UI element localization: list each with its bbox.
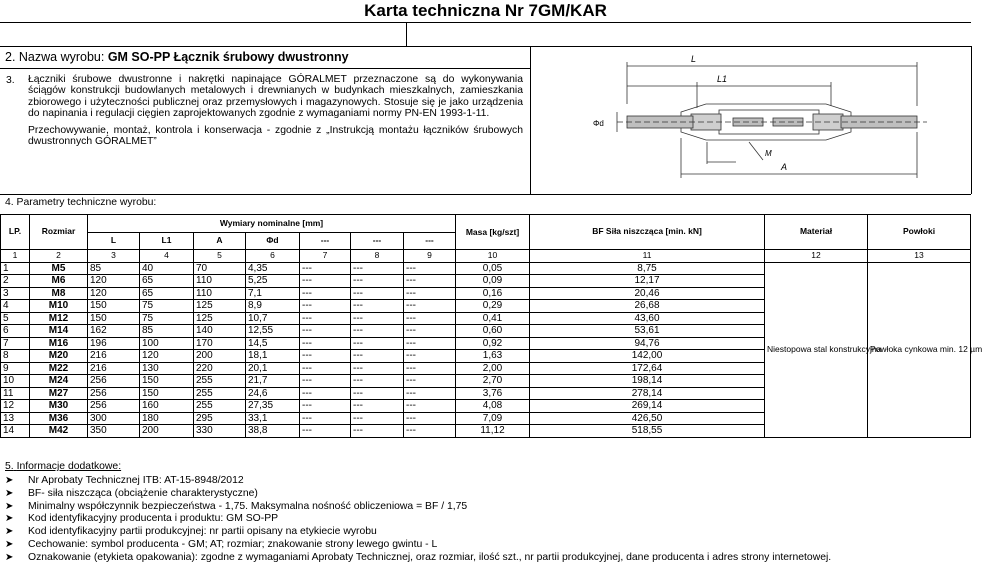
divider xyxy=(0,194,971,195)
list-item-text: Cechowanie: symbol producenta - GM; AT; rozmiar; znakowanie strony lewego gwintu - L xyxy=(28,538,438,550)
turnbuckle-drawing xyxy=(531,46,971,194)
column-number: 9 xyxy=(404,250,456,263)
cell-A: 255 xyxy=(194,375,246,388)
cell-lp: 5 xyxy=(1,312,30,325)
cell-bf: 278,14 xyxy=(530,387,765,400)
cell-d: 12,55 xyxy=(246,325,300,338)
cell-L: 256 xyxy=(88,387,140,400)
cell-bf: 20,46 xyxy=(530,287,765,300)
cell-e3: --- xyxy=(404,425,456,438)
cell-size: M12 xyxy=(30,312,88,325)
cell-L: 120 xyxy=(88,287,140,300)
arrow-bullet-icon: ➤ xyxy=(5,487,14,499)
cell-A: 110 xyxy=(194,287,246,300)
cell-e1: --- xyxy=(300,362,351,375)
cell-L: 162 xyxy=(88,325,140,338)
cell-e1: --- xyxy=(300,275,351,288)
params-section-label: 4. Parametry techniczne wyrobu: xyxy=(5,197,157,208)
column-number: 2 xyxy=(30,250,88,263)
cell-d: 20,1 xyxy=(246,362,300,375)
list-item-text: Minimalny współczynnik bezpieczeństwa - 1,75. Maksymalna nośność obliczeniowa = BF / 1,75 xyxy=(28,500,468,512)
cell-L1: 150 xyxy=(140,375,194,388)
cell-size: M5 xyxy=(30,262,88,275)
cell-lp: 1 xyxy=(1,262,30,275)
cell-L1: 180 xyxy=(140,412,194,425)
cell-bf: 94,76 xyxy=(530,337,765,350)
cell-masa: 1,63 xyxy=(456,350,530,363)
cell-e3: --- xyxy=(404,287,456,300)
cell-L1: 160 xyxy=(140,400,194,413)
cell-L1: 120 xyxy=(140,350,194,363)
cell-e1: --- xyxy=(300,287,351,300)
cell-size: M36 xyxy=(30,412,88,425)
header-dim-col: Φd xyxy=(246,232,300,250)
cell-masa: 0,09 xyxy=(456,275,530,288)
cell-L: 256 xyxy=(88,400,140,413)
cell-lp: 7 xyxy=(1,337,30,350)
column-number: 6 xyxy=(246,250,300,263)
cell-lp: 3 xyxy=(1,287,30,300)
cell-e1: --- xyxy=(300,375,351,388)
divider xyxy=(0,68,530,69)
cell-L1: 200 xyxy=(140,425,194,438)
list-item xyxy=(0,552,831,565)
header-mass: Masa [kg/szt] xyxy=(456,215,530,250)
cell-d: 24,6 xyxy=(246,387,300,400)
cell-d: 10,7 xyxy=(246,312,300,325)
cell-e2: --- xyxy=(351,300,404,313)
header-size: Rozmiar xyxy=(30,215,88,250)
product-name-section xyxy=(5,50,349,64)
cell-e2: --- xyxy=(351,337,404,350)
cell-size: M22 xyxy=(30,362,88,375)
cell-A: 110 xyxy=(194,275,246,288)
cell-e1: --- xyxy=(300,312,351,325)
header-dim-col: --- xyxy=(351,232,404,250)
header-dim-col: --- xyxy=(404,232,456,250)
parameters-table xyxy=(0,214,982,438)
header-coatings: Powłoki xyxy=(868,215,971,250)
cell-d: 7,1 xyxy=(246,287,300,300)
cell-masa: 0,92 xyxy=(456,337,530,350)
cell-masa: 0,60 xyxy=(456,325,530,338)
cell-size: M10 xyxy=(30,300,88,313)
table-row xyxy=(1,262,971,275)
cell-e2: --- xyxy=(351,350,404,363)
cell-e1: --- xyxy=(300,387,351,400)
section3-number: 3. xyxy=(6,75,15,86)
header-material: Materiał xyxy=(765,215,868,250)
cell-L1: 130 xyxy=(140,362,194,375)
section5-number: 5. xyxy=(5,461,14,472)
column-number-row xyxy=(1,250,971,263)
material-cell: Niestopowa stal konstrukcyjna xyxy=(765,262,868,437)
header-lp: LP. xyxy=(1,215,30,250)
list-item xyxy=(0,488,831,501)
header-empty-cell-left xyxy=(0,22,407,47)
cell-e3: --- xyxy=(404,325,456,338)
list-item-text: Kod identyfikacyjny partii produkcyjnej: nr partii opisany na etykiecie wyrobu xyxy=(28,526,377,538)
cell-d: 21,7 xyxy=(246,375,300,388)
additional-info-label: Informacje dodatkowe: xyxy=(16,461,122,472)
list-item xyxy=(0,539,831,552)
cell-e3: --- xyxy=(404,412,456,425)
header-dim-col: L1 xyxy=(140,232,194,250)
column-number: 12 xyxy=(765,250,868,263)
cell-d: 5,25 xyxy=(246,275,300,288)
cell-e3: --- xyxy=(404,337,456,350)
arrow-bullet-icon: ➤ xyxy=(5,513,14,525)
column-number: 8 xyxy=(351,250,404,263)
cell-e2: --- xyxy=(351,287,404,300)
header-bf: BF Siła niszcząca [min. kN] xyxy=(530,215,765,250)
list-item xyxy=(0,526,831,539)
cell-masa: 0,41 xyxy=(456,312,530,325)
cell-masa: 7,09 xyxy=(456,412,530,425)
arrow-bullet-icon: ➤ xyxy=(5,526,14,538)
cell-e3: --- xyxy=(404,375,456,388)
cell-L: 150 xyxy=(88,312,140,325)
cell-lp: 12 xyxy=(1,400,30,413)
cell-lp: 13 xyxy=(1,412,30,425)
cell-lp: 4 xyxy=(1,300,30,313)
cell-bf: 53,61 xyxy=(530,325,765,338)
header-dimensions: Wymiary nominalne [mm] xyxy=(88,215,456,233)
cell-lp: 8 xyxy=(1,350,30,363)
technical-drawing-panel xyxy=(530,46,972,194)
cell-e1: --- xyxy=(300,400,351,413)
cell-bf: 172,64 xyxy=(530,362,765,375)
cell-L: 120 xyxy=(88,275,140,288)
cell-e1: --- xyxy=(300,300,351,313)
cell-bf: 269,14 xyxy=(530,400,765,413)
cell-e1: --- xyxy=(300,412,351,425)
arrow-bullet-icon: ➤ xyxy=(5,500,14,512)
cell-e3: --- xyxy=(404,262,456,275)
cell-e1: --- xyxy=(300,337,351,350)
cell-lp: 10 xyxy=(1,375,30,388)
list-item xyxy=(0,475,831,488)
cell-size: M16 xyxy=(30,337,88,350)
product-name-label: 2. Nazwa wyrobu: xyxy=(5,50,108,64)
cell-bf: 198,14 xyxy=(530,375,765,388)
dim-label-L: L xyxy=(691,54,697,64)
dim-label-A: A xyxy=(781,162,788,172)
cell-size: M30 xyxy=(30,400,88,413)
cell-L1: 100 xyxy=(140,337,194,350)
column-number: 13 xyxy=(868,250,971,263)
cell-A: 255 xyxy=(194,400,246,413)
arrow-bullet-icon: ➤ xyxy=(5,538,14,550)
header-empty-cell-right xyxy=(406,22,971,47)
cell-e3: --- xyxy=(404,387,456,400)
dim-label-M: M xyxy=(765,149,772,158)
cell-masa: 3,76 xyxy=(456,387,530,400)
cell-A: 125 xyxy=(194,300,246,313)
list-item-text: Kod identyfikacyjny producenta i produktu: GM SO-PP xyxy=(28,513,279,525)
cell-masa: 0,05 xyxy=(456,262,530,275)
cell-e2: --- xyxy=(351,375,404,388)
column-number: 10 xyxy=(456,250,530,263)
description-paragraph: Łączniki śrubowe dwustronne i nakrętki napinające GÓRALMET przeznaczone są do wykonywania ściągów konstrukcji budowlanych metalowych i drewnianych w budynkach mieszkalnych, zamieszkania zbiorowego i użyteczności publicznej oraz przemysłowych i magazynowych. Stosuje się je jako urządzenia do napinania i regulacji cięgien zaprojektowanych zgodnie z wymaganiami normy PN-EN 1993-1-11. xyxy=(28,74,523,120)
cell-A: 330 xyxy=(194,425,246,438)
list-item xyxy=(0,513,831,526)
column-number: 5 xyxy=(194,250,246,263)
cell-e2: --- xyxy=(351,312,404,325)
additional-info-list xyxy=(0,475,831,565)
cell-e2: --- xyxy=(351,400,404,413)
column-number: 3 xyxy=(88,250,140,263)
cell-L: 216 xyxy=(88,362,140,375)
cell-L: 350 xyxy=(88,425,140,438)
cell-e3: --- xyxy=(404,350,456,363)
arrow-bullet-icon: ➤ xyxy=(5,551,14,563)
product-name: GM SO-PP Łącznik śrubowy dwustronny xyxy=(107,50,349,64)
cell-e2: --- xyxy=(351,262,404,275)
cell-d: 4,35 xyxy=(246,262,300,275)
cell-e1: --- xyxy=(300,262,351,275)
cell-e3: --- xyxy=(404,362,456,375)
cell-bf: 426,50 xyxy=(530,412,765,425)
cell-e3: --- xyxy=(404,312,456,325)
cell-bf: 26,68 xyxy=(530,300,765,313)
cell-lp: 14 xyxy=(1,425,30,438)
cell-L1: 65 xyxy=(140,275,194,288)
cell-size: M24 xyxy=(30,375,88,388)
column-number: 7 xyxy=(300,250,351,263)
cell-size: M42 xyxy=(30,425,88,438)
cell-d: 27,35 xyxy=(246,400,300,413)
cell-L: 216 xyxy=(88,350,140,363)
cell-lp: 9 xyxy=(1,362,30,375)
cell-d: 38,8 xyxy=(246,425,300,438)
coating-cell: Powłoka cynkowa min. 12 µm xyxy=(868,262,971,437)
cell-L: 150 xyxy=(88,300,140,313)
cell-A: 140 xyxy=(194,325,246,338)
cell-A: 170 xyxy=(194,337,246,350)
cell-L: 85 xyxy=(88,262,140,275)
cell-bf: 12,17 xyxy=(530,275,765,288)
cell-masa: 2,00 xyxy=(456,362,530,375)
cell-masa: 11,12 xyxy=(456,425,530,438)
column-number: 11 xyxy=(530,250,765,263)
cell-L: 196 xyxy=(88,337,140,350)
cell-size: M14 xyxy=(30,325,88,338)
cell-e1: --- xyxy=(300,350,351,363)
list-item-text: Nr Aprobaty Technicznej ITB: AT-15-8948/2012 xyxy=(28,475,244,486)
cell-e3: --- xyxy=(404,275,456,288)
dim-label-d: Φd xyxy=(593,119,604,128)
dim-label-L1: L1 xyxy=(717,74,728,84)
cell-e3: --- xyxy=(404,300,456,313)
cell-A: 70 xyxy=(194,262,246,275)
cell-masa: 0,29 xyxy=(456,300,530,313)
cell-L1: 75 xyxy=(140,312,194,325)
cell-L: 256 xyxy=(88,375,140,388)
cell-masa: 2,70 xyxy=(456,375,530,388)
cell-size: M8 xyxy=(30,287,88,300)
cell-size: M20 xyxy=(30,350,88,363)
cell-e1: --- xyxy=(300,425,351,438)
column-number: 1 xyxy=(1,250,30,263)
header-dim-col: A xyxy=(194,232,246,250)
product-description xyxy=(28,74,523,152)
header-dim-col: L xyxy=(88,232,140,250)
cell-L1: 75 xyxy=(140,300,194,313)
cell-bf: 518,55 xyxy=(530,425,765,438)
cell-lp: 6 xyxy=(1,325,30,338)
cell-e2: --- xyxy=(351,387,404,400)
cell-A: 255 xyxy=(194,387,246,400)
arrow-bullet-icon: ➤ xyxy=(5,475,14,486)
cell-L1: 40 xyxy=(140,262,194,275)
cell-A: 125 xyxy=(194,312,246,325)
storage-paragraph: Przechowywanie, montaż, kontrola i konserwacja - zgodnie z „Instrukcją montażu łączników śrubowych dwustronnych GÓRALMET” xyxy=(28,124,523,148)
cell-masa: 0,16 xyxy=(456,287,530,300)
cell-L1: 85 xyxy=(140,325,194,338)
cell-L1: 65 xyxy=(140,287,194,300)
cell-A: 220 xyxy=(194,362,246,375)
cell-e2: --- xyxy=(351,362,404,375)
cell-d: 33,1 xyxy=(246,412,300,425)
cell-size: M6 xyxy=(30,275,88,288)
header-dim-col: --- xyxy=(300,232,351,250)
list-item-text: Oznakowanie (etykieta opakowania): zgodne z wymaganiami Aprobaty Technicznej, oraz rozmiar, ilość szt., nr partii produkcyjnej, dane producenta i adres strony internetowej. xyxy=(28,551,832,563)
cell-e2: --- xyxy=(351,412,404,425)
cell-lp: 2 xyxy=(1,275,30,288)
cell-A: 295 xyxy=(194,412,246,425)
cell-L1: 150 xyxy=(140,387,194,400)
list-item-text: BF- siła niszcząca (obciążenie charakterystyczne) xyxy=(28,487,258,499)
cell-d: 14,5 xyxy=(246,337,300,350)
cell-d: 18,1 xyxy=(246,350,300,363)
page-title: Karta techniczna Nr 7GM/KAR xyxy=(0,0,971,23)
cell-L: 300 xyxy=(88,412,140,425)
cell-A: 200 xyxy=(194,350,246,363)
cell-lp: 11 xyxy=(1,387,30,400)
cell-bf: 43,60 xyxy=(530,312,765,325)
cell-masa: 4,08 xyxy=(456,400,530,413)
cell-bf: 8,75 xyxy=(530,262,765,275)
cell-e1: --- xyxy=(300,325,351,338)
cell-e3: --- xyxy=(404,400,456,413)
cell-e2: --- xyxy=(351,325,404,338)
cell-d: 8,9 xyxy=(246,300,300,313)
cell-size: M27 xyxy=(30,387,88,400)
cell-bf: 142,00 xyxy=(530,350,765,363)
cell-e2: --- xyxy=(351,425,404,438)
additional-info-section xyxy=(5,461,121,472)
list-item xyxy=(0,501,831,514)
column-number: 4 xyxy=(140,250,194,263)
cell-e2: --- xyxy=(351,275,404,288)
